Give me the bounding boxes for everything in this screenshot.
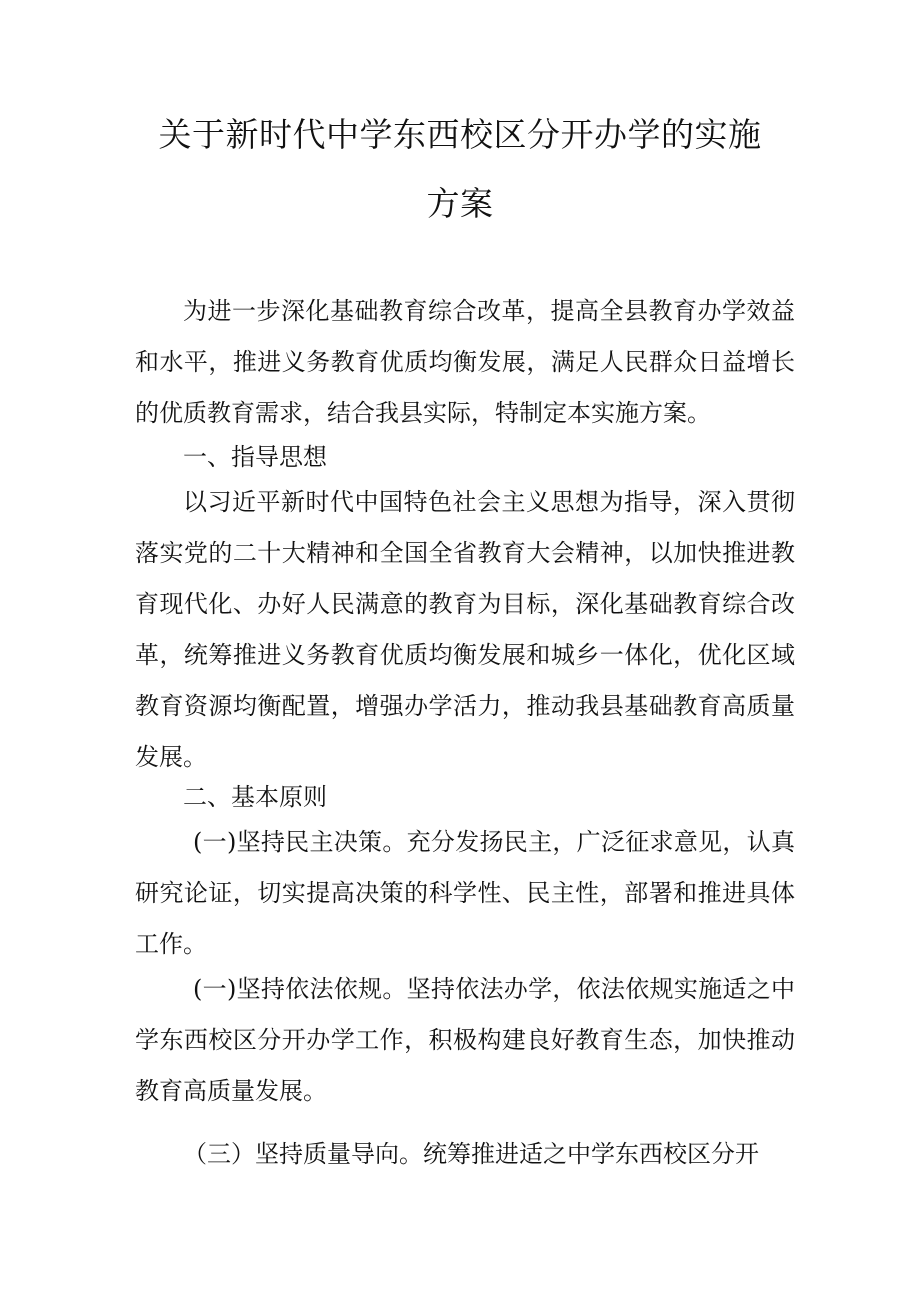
guiding-ideology-paragraph: 以习近平新时代中国特色社会主义思想为指导，深入贯彻落实党的二十大精神和全国全省教育大会精神，以加快推进教育现代化、办好人民满意的教育为目标，深化基础教育综合改革，统筹推进义务教育优质均衡发展和城乡一体化，优化区域教育资源均衡配置，增强办学活力，推动我县基础教育高质量发展。: [135, 488, 795, 771]
principle-democratic-decision: (一)坚持民主决策。充分发扬民主，广泛征求意见，认真研究论证，切实提高决策的科学性、民主性，部署和推进具体工作。: [135, 828, 795, 958]
principle-quality-orientation: （三）坚持质量导向。统筹推进适之中学东西校区分开: [183, 1140, 759, 1168]
section-heading-basic-principles: 二、基本原则: [183, 783, 327, 811]
section-heading-guiding-ideology: 一、指导思想: [183, 443, 327, 471]
intro-paragraph: 为进一步深化基础教育综合改革，提高全县教育办学效益和水平，推进义务教育优质均衡发展，满足人民群众日益增长的优质教育需求，结合我县实际，特制定本实施方案。: [135, 297, 795, 427]
principle-rule-of-law: (一)坚持依法依规。坚持依法办学，依法依规实施适之中学东西校区分开办学工作，积极构建良好教育生态，加快推动教育高质量发展。: [135, 975, 795, 1105]
document-title-line-1: 关于新时代中学东西校区分开办学的实施: [158, 115, 762, 154]
document-title-line-2: 方案: [426, 184, 494, 223]
